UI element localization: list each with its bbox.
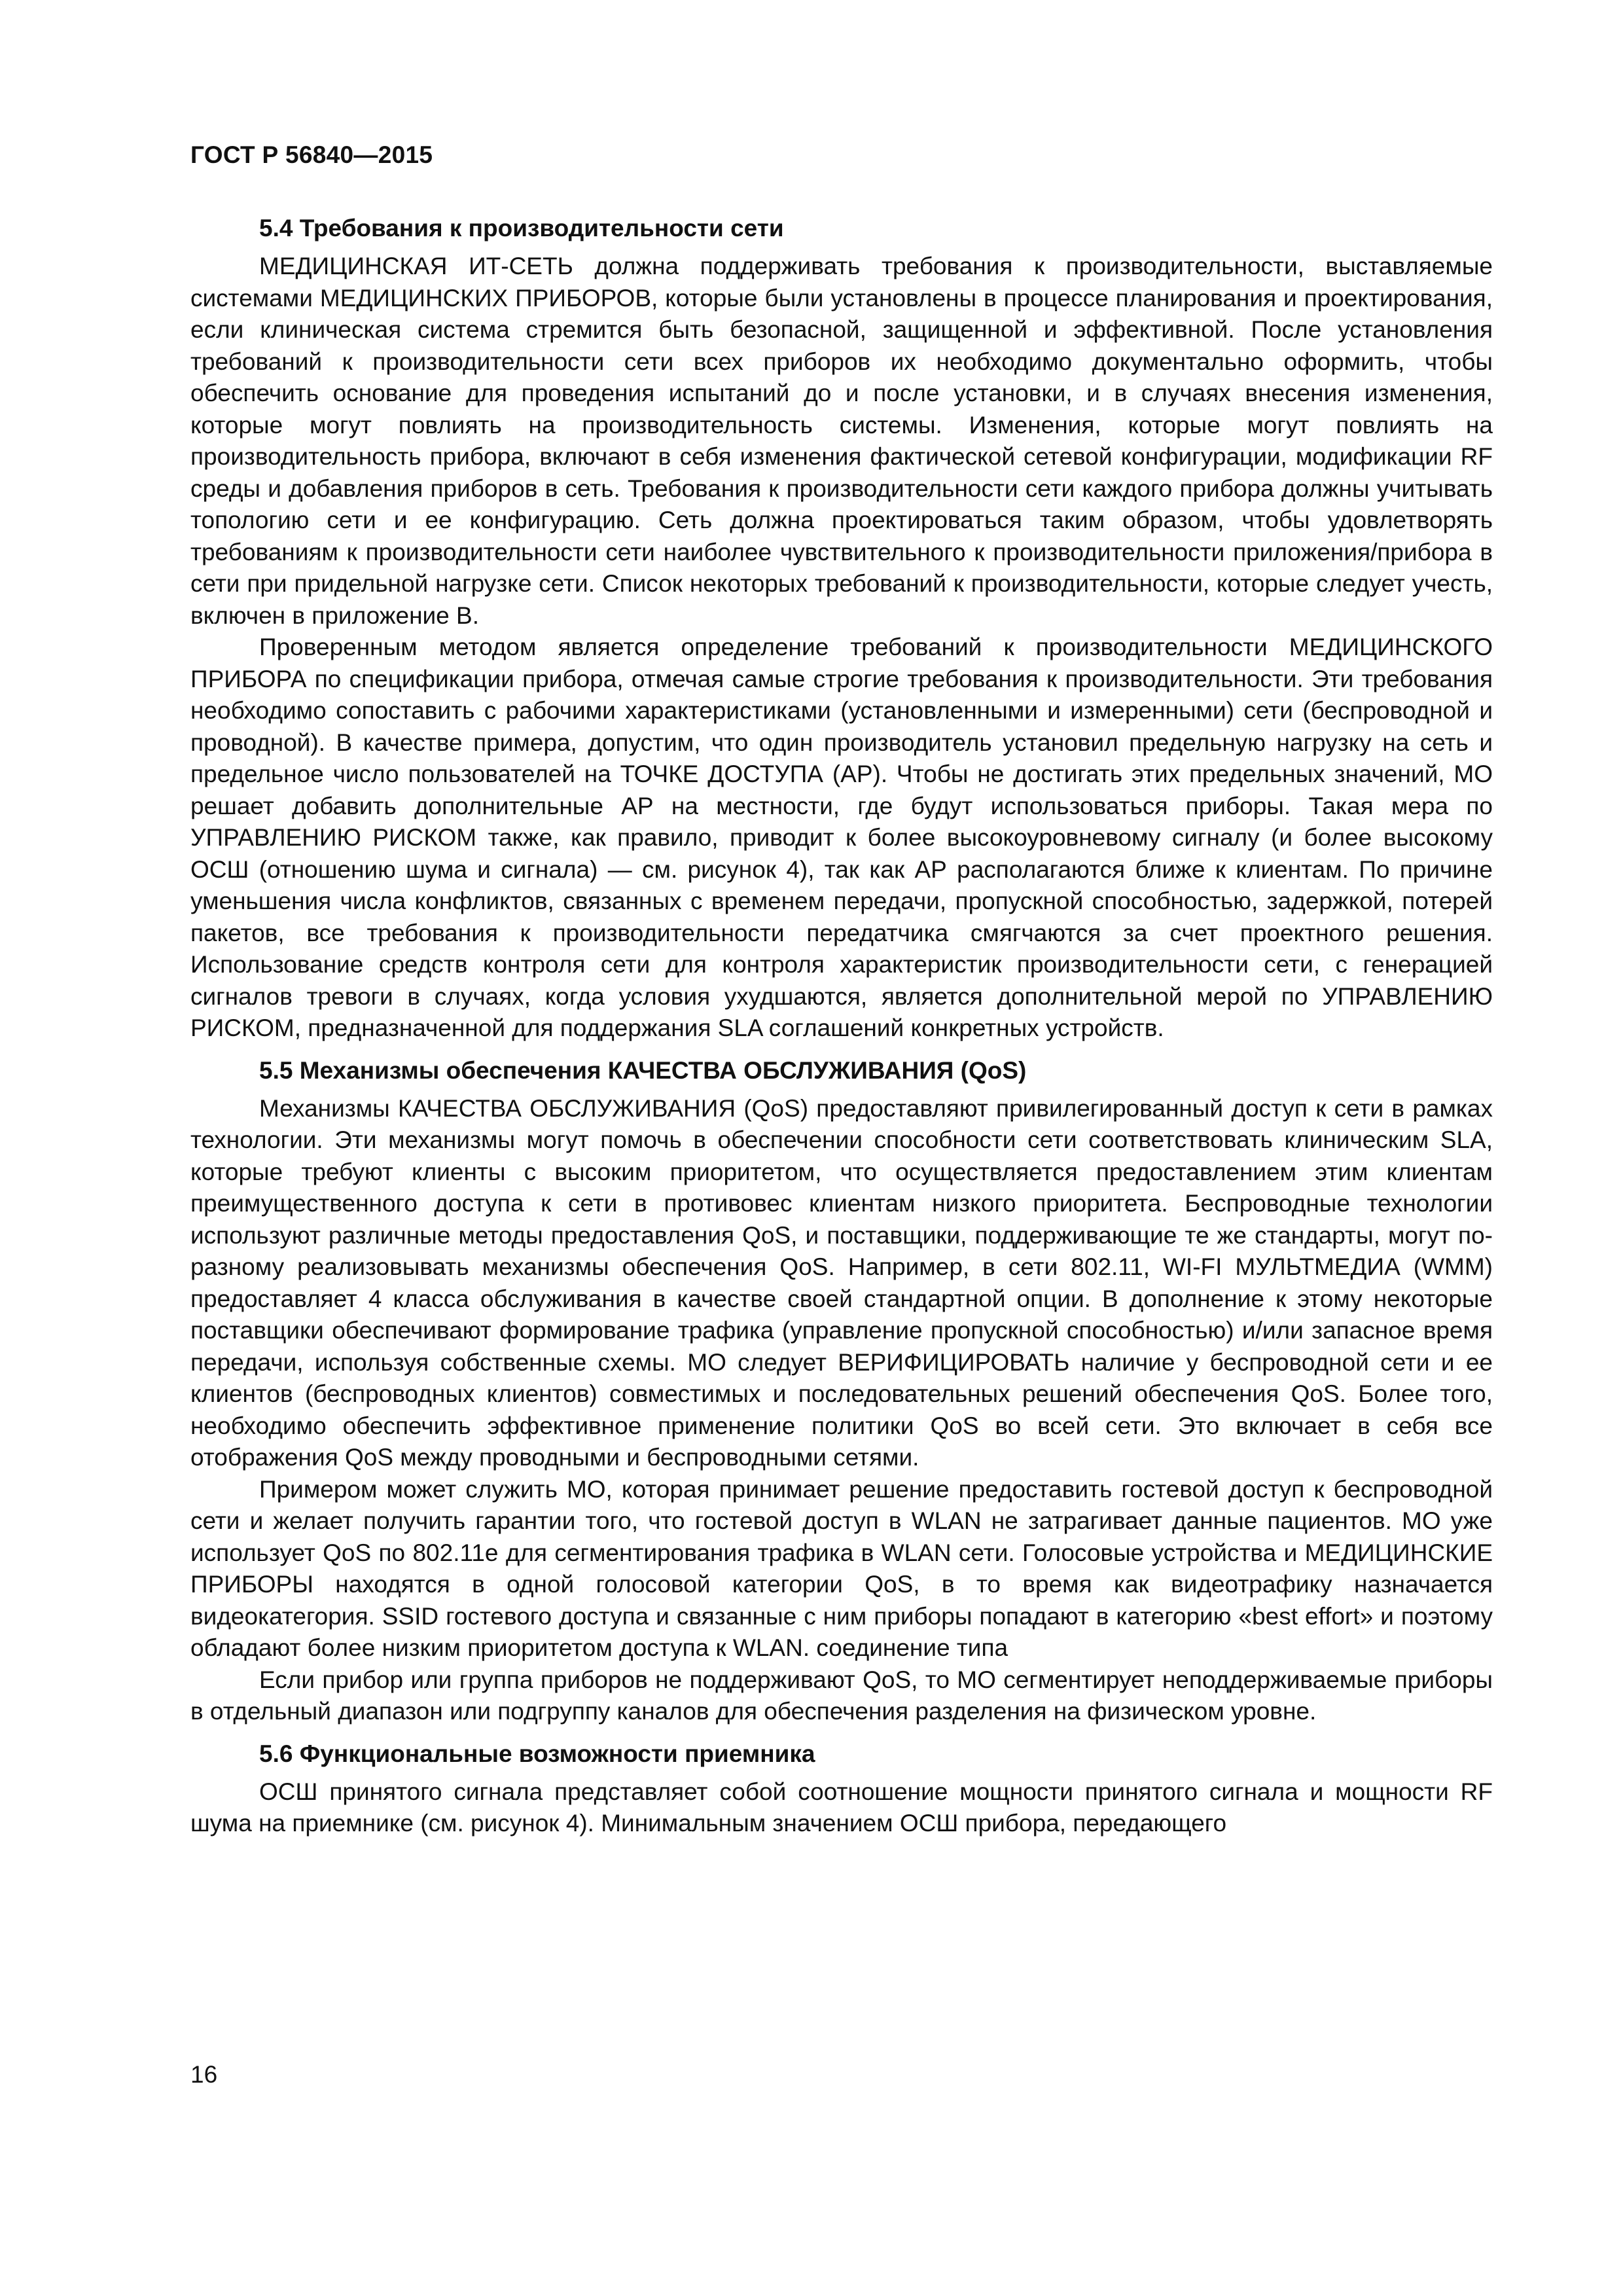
document-page	[190, 141, 1493, 1852]
page-number: 16	[190, 2061, 218, 2088]
paragraph: Если прибор или группа приборов не поддерживают QoS, то МО сегментирует неподдерживаемые приборы в отдельный диапазон или подгруппу каналов для обеспечения разделения на физическом уровне.	[190, 1666, 1493, 1725]
paragraph: Механизмы КАЧЕСТВА ОБСЛУЖИВАНИЯ (QoS) предоставляют привилегированный доступ к сети в рамках технологии. Эти механизмы могут помочь в обеспечении способности сети соответствовать клиническим SLA, которые требуют клиенты с высоким приоритетом, что осуществляется предоставлением этим клиентам преимущественного доступа к сети в противовес клиентам низкого приоритета. Беспроводные технологии используют различные методы предоставления QoS, и поставщики, поддерживающие те же стандарты, могут по-разному реализовывать механизмы обеспечения QoS. Например, в сети 802.11, WI-FI МУЛЬТМЕДИА (WMM) предоставляет 4 класса обслуживания в качестве своей стандартной опции. В дополнение к этому некоторые поставщики обеспечивают формирование трафика (управление пропускной способностью) и/или запасное время передачи, используя собственные схемы. МО следует ВЕРИФИЦИРОВАТЬ наличие у беспроводной сети и ее клиентов (беспроводных клиентов) совместимых и последовательных решений обеспечения QoS. Более того, необходимо обеспечить эффективное применение политики QoS во всей сети. Это включает в себя все отображения QoS между проводными и беспроводными сетями.	[190, 1094, 1493, 1471]
section-5-4	[190, 214, 1493, 1045]
section-heading: 5.6 Функциональные возможности приемника	[259, 1740, 815, 1767]
section-5-6	[190, 1740, 1493, 1840]
document-header: ГОСТ Р 56840—2015	[190, 141, 433, 168]
paragraph: МЕДИЦИНСКАЯ ИТ-СЕТЬ должна поддерживать требования к производительности, выставляемые системами МЕДИЦИНСКИХ ПРИБОРОВ, которые были установлены в процессе планирования и проектирования, если клиническая система стремится быть безопасной, защищенной и эффективной. После установления требований к производительности сети всех приборов их необходимо документально оформить, чтобы обеспечить основание для проведения испытаний до и после установки, и в случаях внесения изменения, которые могут повлиять на производительность системы. Изменения, которые могут повлиять на производительность прибора, включают в себя изменения фактической сетевой конфигурации, модификации RF среды и добавления приборов в сеть. Требования к производительности сети каждого прибора должны учитывать топологию сети и ее конфигурацию. Сеть должна проектироваться таким образом, чтобы удовлетворять требованиям к производительности сети наиболее чувствительного к производительности приложения/прибора в сети при придельной нагрузке сети. Список некоторых требований к производительности, которые следует учесть, включен в приложение В.	[190, 253, 1493, 629]
section-heading: 5.4 Требования к производительности сети	[259, 215, 784, 242]
paragraph: Проверенным методом является определение требований к производительности МЕДИЦИНСКОГО ПРИБОРА по спецификации прибора, отмечая самые строгие требования к производительности. Эти требования необходимо сопоставить с рабочими характеристиками (установленными и измеренными) сети (беспроводной и проводной). В качестве примера, допустим, что один производитель установил предельную нагрузку на сеть и предельное число пользователей на ТОЧКЕ ДОСТУПА (АР). Чтобы не достигать этих предельных значений, МО решает добавить дополнительные АР на местности, где будут использоваться приборы. Такая мера по УПРАВЛЕНИЮ РИСКОМ также, как правило, приводит к более высокоуровневому сигналу (и более высокому ОСШ (отношению шума и сигнала) — см. рисунок 4), так как АР располагаются ближе к клиентам. По причине уменьшения числа конфликтов, связанных с временем передачи, пропускной способностью, задержкой, потерей пакетов, все требования к производительности передатчика смягчаются за счет проектного решения. Использование средств контроля сети для контроля характеристик производительности сети, с генерацией сигналов тревоги в случаях, когда условия ухудшаются, является дополнительной мерой по УПРАВЛЕНИЮ РИСКОМ, предназначенной для поддержания SLA соглашений конкретных устройств.	[190, 634, 1493, 1041]
section-heading: 5.5 Механизмы обеспечения КАЧЕСТВА ОБСЛУЖИВАНИЯ (QoS)	[259, 1056, 1027, 1084]
section-5-5	[190, 1056, 1493, 1728]
paragraph: Примером может служить МО, которая принимает решение предоставить гостевой доступ к беспроводной сети и желает получить гарантии того, что гостевой доступ в WLAN не затрагивает данные пациентов. МО уже использует QoS по 802.11е для сегментирования трафика в WLAN сети. Голосовые устройства и МЕДИЦИНСКИЕ ПРИБОРЫ находятся в одной голосовой категории QoS, в то время как видеотрафику назначается видеокатегория. SSID гостевого доступа и связанные с ним приборы попадают в категорию «best effort» и поэтому обладают более низким приоритетом доступа к WLAN. соединение типа	[190, 1475, 1493, 1661]
paragraph: ОСШ принятого сигнала представляет собой соотношение мощности принятого сигнала и мощности RF шума на приемнике (см. рисунок 4). Минимальным значением ОСШ прибора, передающего	[190, 1778, 1493, 1837]
